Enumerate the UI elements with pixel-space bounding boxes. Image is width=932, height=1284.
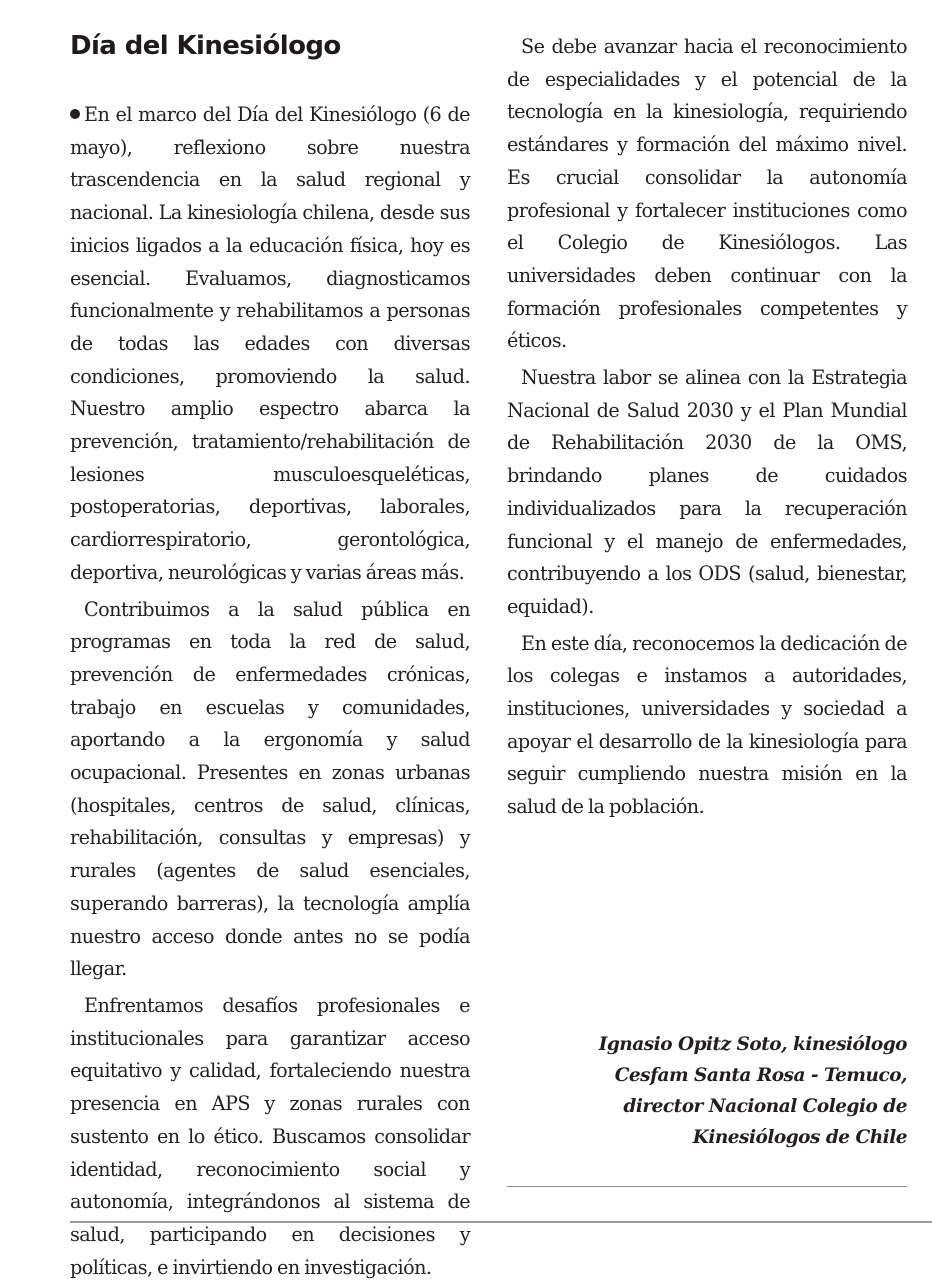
article-paragraph-5: Nuestra labor se alinea con la Estrategia Nacional de Salud 2030 y el Plan Mundial de Rehabilitación 2030 de la OMS, brindando planes de cuidados individualizados para la recuperación funcional y el manejo de enfermedades, contribuyendo a los ODS (salud, bienestar, equidad). [507, 366, 907, 618]
signature-line-organization: Kinesiólogos de Chile [692, 1127, 907, 1148]
bullet-icon [70, 109, 80, 119]
author-signature [507, 1029, 907, 1153]
signature-line-workplace: Cesfam Santa Rosa - Temuco, [614, 1065, 907, 1086]
article-paragraph-3: Enfrentamos desafíos profesionales e institucionales para garantizar acceso equitativo y calidad, fortaleciendo nuestra presencia en APS y zonas rurales con sustento en lo ético. Buscamos consolidar identidad, reconocimiento social y autonomía, integrándonos al sistema de salud, participando en decisiones y políticas, e invirtiendo en investigación. [70, 993, 470, 1279]
article-paragraph-1-text: En el marco del Día del Kinesiólogo (6 de mayo), reflexiono sobre nuestra trascendencia en la salud regional y nacional. La kinesiología chilena, desde sus inicios ligados a la educación física, hoy es esencial. Evaluamos, diagnosticamos funcionalmente y rehabilitamos a personas de todas las edades con diversas condiciones, promoviendo la salud. Nuestro amplio espectro abarca la prevención, tratamiento/rehabilitación de lesiones musculoesqueléticas, postoperatorias, deportivas, laborales, cardiorrespiratorio, gerontológica, deportiva, neurológicas y varias áreas más. [70, 103, 470, 584]
article-column-right [507, 31, 907, 824]
article-paragraph-2: Contribuimos a la salud pública en programas en toda la red de salud, prevención de enfermedades crónicas, trabajo en escuelas y comunidades, aportando a la ergonomía y salud ocupacional. Presentes en zonas urbanas (hospitales, centros de salud, clínicas, rehabilitación, consultas y empresas) y rurales (agentes de salud esenciales, superando barreras), la tecnología amplía nuestro acceso donde antes no se podía llegar. [70, 597, 470, 981]
page-bottom-rule [70, 1221, 932, 1223]
signature-divider [507, 1186, 907, 1187]
article-paragraph-4: Se debe avanzar hacia el reconocimiento de especialidades y el potencial de la tecnología en la kinesiología, requiriendo estándares y formación del máximo nivel. Es crucial consolidar la autonomía profesional y fortalecer instituciones como el Colegio de Kinesiólogos. Las universidades deben continuar con la formación profesionales competentes y éticos. [507, 35, 907, 353]
article-headline: Día del Kinesiólogo [70, 31, 341, 61]
signature-line-title: director Nacional Colegio de [623, 1096, 907, 1117]
article-paragraph-1 [70, 99, 470, 590]
signature-line-name: Ignasio Opitz Soto, kinesiólogo [598, 1034, 907, 1055]
article-column-left [70, 99, 470, 1284]
article-paragraph-6: En este día, reconocemos la dedicación de los colegas e instamos a autoridades, instituciones, universidades y sociedad a apoyar el desarrollo de la kinesiología para seguir cumpliendo nuestra misión en la salud de la población. [507, 631, 907, 819]
